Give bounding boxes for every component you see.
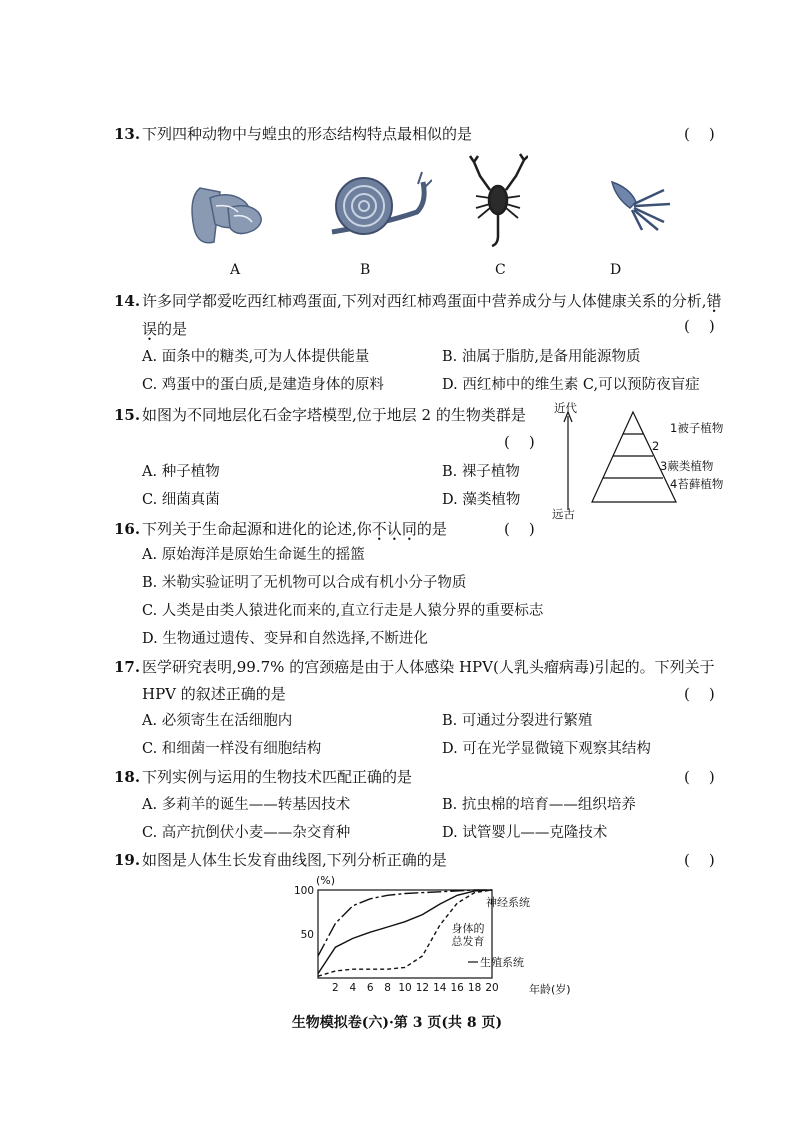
x-tick-label: 8: [384, 982, 391, 994]
answer-paren: ( ): [684, 317, 715, 335]
emphasis-char: 误: [142, 320, 158, 338]
answer-paren: ( ): [684, 685, 715, 703]
option-c: C. 细菌真菌: [142, 492, 220, 508]
option-a: A. 必须寄生在活细胞内: [142, 713, 293, 729]
question-18: [114, 767, 412, 787]
layer-2-label: 2: [652, 439, 660, 453]
x-tick-label: 18: [467, 982, 482, 994]
question-14-line2: [142, 319, 187, 339]
x-tick-label: 6: [366, 982, 374, 994]
option-a: A. 原始海洋是原始生命诞生的摇篮: [142, 547, 365, 563]
question-16: [114, 519, 447, 539]
top-label: 近代: [554, 401, 577, 415]
option-c: C. 和细菌一样没有细胞结构: [142, 741, 322, 757]
option-b: B. 米勒实验证明了无机物可以合成有机小分子物质: [142, 575, 467, 591]
answer-paren: ( ): [504, 433, 535, 451]
question-text: 下列实例与运用的生物技术匹配正确的是: [142, 768, 413, 786]
y-tick-label: 50: [300, 929, 314, 941]
scorpion-image: [468, 150, 528, 250]
question-text: 医学研究表明,99.7% 的宫颈癌是由于人体感染 HPV(人乳头瘤病毒)引起的。下列关于: [142, 658, 715, 676]
question-number: 19.: [114, 851, 141, 869]
option-d: D. 西红柿中的维生素 C,可以预防夜盲症: [442, 377, 700, 393]
series-label-reproductive: 生殖系统: [480, 956, 524, 969]
x-tick-label: 12: [415, 982, 430, 994]
series-label-body-cont: 总发育: [451, 935, 485, 948]
question-text: 如图是人体生长发育曲线图,下列分析正确的是: [142, 851, 447, 869]
x-tick-label: 10: [398, 982, 412, 994]
x-tick-label: 20: [485, 982, 499, 994]
question-number: 13.: [114, 125, 141, 143]
option-label-a: A: [230, 262, 241, 278]
layer-1-label: 1被子植物: [670, 421, 724, 435]
option-label-b: B: [360, 262, 371, 278]
option-a: A. 多莉羊的诞生——转基因技术: [142, 797, 351, 813]
snail-image: [322, 170, 432, 240]
emphasis-char: 同: [401, 520, 417, 538]
x-tick-label: 2: [332, 982, 339, 994]
emphasis-char: 不: [371, 520, 387, 538]
emphasis-char: 认: [386, 520, 402, 538]
option-c: C. 人类是由类人猿进化而来的,直立行走是人猿分界的重要标志: [142, 603, 544, 619]
page-footer: 生物模拟卷(六)·第 3 页(共 8 页): [291, 1015, 503, 1031]
question-number: 18.: [114, 768, 141, 786]
layer-3-label: 3蕨类植物: [660, 459, 714, 473]
option-a: A. 面条中的糖类,可为人体提供能量: [142, 349, 370, 365]
question-text: 许多同学都爱吃西红柿鸡蛋面,下列对西红柿鸡蛋面中营养成分与人体健康关系的分析,: [142, 292, 707, 310]
x-tick-label: 16: [450, 982, 464, 994]
option-d: D. 可在光学显微镜下观察其结构: [442, 741, 651, 757]
x-axis-label: 年龄(岁): [529, 983, 571, 996]
option-d: D. 试管婴儿——克隆技术: [442, 825, 608, 841]
question-number: 16.: [114, 520, 141, 538]
pyramid-outline: [592, 412, 676, 502]
answer-paren: ( ): [504, 520, 535, 538]
growth-curve-chart: [282, 872, 602, 1002]
x-tick-label: 14: [433, 982, 447, 994]
question-15: [114, 405, 526, 425]
question-text: 的是: [157, 320, 188, 338]
option-b: B. 裸子植物: [442, 464, 520, 480]
squid-image: [604, 176, 684, 236]
question-text: 下列四种动物中与蝗虫的形态结构特点最相似的是: [142, 125, 473, 143]
series-label-body: 身体的: [451, 922, 485, 935]
option-label-d: D: [610, 262, 622, 278]
option-b: B. 油属于脂肪,是备用能源物质: [442, 349, 641, 365]
option-d: D. 生物通过遗传、变异和自然选择,不断进化: [142, 631, 428, 647]
answer-paren: ( ): [684, 851, 715, 869]
question-17-line2: HPV 的叙述正确的是: [142, 685, 286, 703]
x-tick-label: 4: [349, 982, 357, 994]
question-text: 下列关于生命起源和进化的论述,你: [142, 520, 372, 538]
shrimp-image: [180, 168, 275, 248]
option-b: B. 可通过分裂进行繁殖: [442, 713, 593, 729]
option-label-c: C: [495, 262, 506, 278]
option-c: C. 高产抗倒伏小麦——杂交育种: [142, 825, 351, 841]
answer-paren: ( ): [684, 768, 715, 786]
option-c: C. 鸡蛋中的蛋白质,是建造身体的原料: [142, 377, 384, 393]
option-b: B. 抗虫棉的培育——组织培养: [442, 797, 636, 813]
question-number: 14.: [114, 292, 141, 310]
question-14: [114, 291, 722, 311]
option-d: D. 藻类植物: [442, 492, 521, 508]
question-number: 15.: [114, 406, 141, 424]
layer-4-label: 4苔藓植物: [670, 477, 724, 491]
option-a: A. 种子植物: [142, 464, 220, 480]
question-19: [114, 850, 447, 870]
answer-paren: ( ): [684, 125, 715, 143]
bottom-label: 远古: [552, 507, 575, 521]
question-13: [114, 124, 472, 144]
question-text: 如图为不同地层化石金字塔模型,位于地层 2 的生物类群是: [142, 406, 526, 424]
y-axis-label: (%): [316, 874, 336, 887]
emphasis-char: 错: [706, 292, 722, 310]
question-number: 17.: [114, 658, 141, 676]
y-tick-label: 100: [293, 885, 314, 897]
question-text: 的是: [416, 520, 447, 538]
fossil-pyramid-diagram: [548, 398, 738, 522]
series-label-nervous: 神经系统: [486, 896, 530, 909]
question-17: [114, 657, 715, 677]
